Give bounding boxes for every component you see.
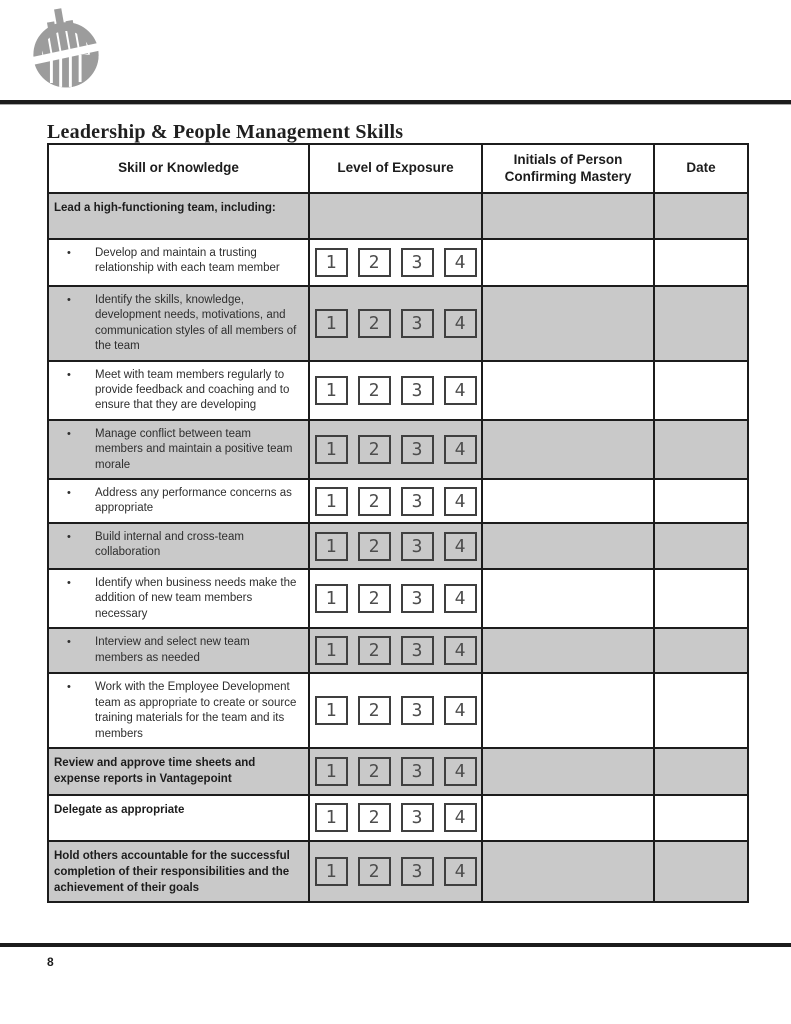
skills-table-container xyxy=(47,143,747,903)
table-row xyxy=(48,673,748,748)
bullet-icon: • xyxy=(67,681,71,694)
exposure-level-box[interactable]: 3 xyxy=(401,636,434,665)
exposure-level-box[interactable]: 1 xyxy=(315,248,348,277)
page-title: Leadership & People Management Skills xyxy=(47,121,404,144)
exposure-level-box[interactable]: 3 xyxy=(401,857,434,886)
table-row xyxy=(48,479,748,523)
exposure-boxes xyxy=(310,376,481,405)
skill-cell xyxy=(48,420,309,479)
skill-cell xyxy=(48,673,309,748)
initials-cell[interactable] xyxy=(482,286,654,361)
footer-rule xyxy=(0,943,791,947)
skill-cell xyxy=(48,479,309,523)
exposure-boxes xyxy=(310,435,481,464)
skill-cell xyxy=(48,569,309,628)
exposure-level-box[interactable]: 2 xyxy=(358,376,391,405)
exposure-level-box[interactable]: 4 xyxy=(444,757,477,786)
bar-chart-circle-logo xyxy=(30,6,102,90)
table-row xyxy=(48,361,748,420)
initials-cell[interactable] xyxy=(482,673,654,748)
exposure-level-box[interactable]: 1 xyxy=(315,309,348,338)
date-cell[interactable] xyxy=(654,361,748,420)
skill-cell xyxy=(48,795,309,841)
exposure-level-box[interactable]: 1 xyxy=(315,584,348,613)
page-number: 8 xyxy=(47,955,54,969)
table-row xyxy=(48,569,748,628)
exposure-boxes xyxy=(310,487,481,516)
exposure-cell xyxy=(309,795,482,841)
exposure-level-box[interactable]: 2 xyxy=(358,309,391,338)
bullet-icon: • xyxy=(67,247,71,259)
initials-cell[interactable] xyxy=(482,628,654,673)
initials-cell[interactable] xyxy=(482,523,654,569)
exposure-level-box[interactable]: 4 xyxy=(444,435,477,464)
date-cell[interactable] xyxy=(654,420,748,479)
date-cell[interactable] xyxy=(654,748,748,795)
exposure-cell xyxy=(309,420,482,479)
exposure-level-box[interactable]: 1 xyxy=(315,435,348,464)
exposure-level-box[interactable]: 3 xyxy=(401,532,434,561)
exposure-level-box[interactable]: 4 xyxy=(444,376,477,405)
exposure-level-box[interactable]: 2 xyxy=(358,857,391,886)
skill-cell xyxy=(48,748,309,795)
exposure-level-box[interactable]: 3 xyxy=(401,487,434,516)
table-row xyxy=(48,286,748,361)
header-rule xyxy=(0,100,791,104)
date-cell[interactable] xyxy=(654,841,748,902)
exposure-cell xyxy=(309,628,482,673)
skill-text: Manage conflict between team members and maintain a positive team morale xyxy=(95,427,293,471)
exposure-cell xyxy=(309,523,482,569)
initials-cell[interactable] xyxy=(482,193,654,239)
exposure-level-box[interactable]: 2 xyxy=(358,757,391,786)
exposure-level-box[interactable]: 3 xyxy=(401,376,434,405)
exposure-level-box[interactable]: 2 xyxy=(358,803,391,832)
exposure-level-box[interactable]: 4 xyxy=(444,636,477,665)
exposure-cell xyxy=(309,239,482,286)
exposure-level-box[interactable]: 3 xyxy=(401,584,434,613)
table-row xyxy=(48,523,748,569)
bullet-icon: • xyxy=(67,487,71,500)
skill-text: Identify the skills, knowledge, development needs, motivations, and communication styles of all members of the team xyxy=(95,294,297,353)
table-row xyxy=(48,748,748,795)
initials-cell[interactable] xyxy=(482,841,654,902)
exposure-boxes xyxy=(310,584,481,613)
date-cell[interactable] xyxy=(654,193,748,239)
initials-cell[interactable] xyxy=(482,239,654,286)
exposure-level-box[interactable]: 2 xyxy=(358,487,391,516)
skill-text: Identify when business needs make the addition of new team members necessary xyxy=(95,577,297,620)
date-cell[interactable] xyxy=(654,479,748,523)
exposure-cell xyxy=(309,479,482,523)
date-cell[interactable] xyxy=(654,523,748,569)
col-header-initials: Initials of Person Confirming Mastery xyxy=(482,144,654,193)
skill-text: Address any performance concerns as appropriate xyxy=(95,487,292,515)
date-cell[interactable] xyxy=(654,286,748,361)
table-header xyxy=(48,144,748,193)
exposure-level-box[interactable]: 3 xyxy=(401,435,434,464)
table-row xyxy=(48,193,748,239)
table-row xyxy=(48,841,748,902)
exposure-level-box[interactable]: 4 xyxy=(444,857,477,886)
exposure-boxes xyxy=(310,696,481,725)
exposure-level-box[interactable]: 4 xyxy=(444,584,477,613)
initials-cell[interactable] xyxy=(482,361,654,420)
bullet-icon: • xyxy=(67,294,71,306)
initials-cell[interactable] xyxy=(482,795,654,841)
exposure-level-box[interactable]: 1 xyxy=(315,636,348,665)
skill-text: Interview and select new team members as needed xyxy=(95,636,250,664)
exposure-cell xyxy=(309,569,482,628)
exposure-level-box[interactable]: 1 xyxy=(315,803,348,832)
exposure-level-box[interactable]: 1 xyxy=(315,532,348,561)
table-row xyxy=(48,628,748,673)
exposure-level-box[interactable]: 3 xyxy=(401,248,434,277)
exposure-level-box[interactable]: 2 xyxy=(358,696,391,725)
exposure-cell xyxy=(309,193,482,239)
col-header-exposure: Level of Exposure xyxy=(309,144,482,193)
exposure-level-box[interactable]: 2 xyxy=(358,584,391,613)
skill-text: Meet with team members regularly to provide feedback and coaching and to ensure that they are developing xyxy=(95,368,290,412)
date-cell[interactable] xyxy=(654,795,748,841)
skill-cell xyxy=(48,841,309,902)
table-row xyxy=(48,420,748,479)
exposure-boxes xyxy=(310,248,481,277)
exposure-level-box[interactable]: 2 xyxy=(358,435,391,464)
exposure-boxes xyxy=(310,857,481,886)
skill-cell xyxy=(48,628,309,673)
date-cell[interactable] xyxy=(654,673,748,748)
col-header-date: Date xyxy=(654,144,748,193)
exposure-cell xyxy=(309,841,482,902)
initials-cell[interactable] xyxy=(482,748,654,795)
exposure-level-box[interactable]: 1 xyxy=(315,857,348,886)
exposure-level-box[interactable]: 4 xyxy=(444,696,477,725)
skill-cell xyxy=(48,239,309,286)
exposure-level-box[interactable]: 3 xyxy=(401,696,434,725)
exposure-boxes xyxy=(310,803,481,832)
skill-text: Work with the Employee Development team as appropriate to create or source training materials for the team and its members xyxy=(95,681,297,740)
initials-cell[interactable] xyxy=(482,479,654,523)
exposure-boxes xyxy=(310,636,481,665)
exposure-level-box[interactable]: 4 xyxy=(444,487,477,516)
exposure-level-box[interactable]: 2 xyxy=(358,248,391,277)
exposure-boxes xyxy=(310,532,481,561)
exposure-cell xyxy=(309,748,482,795)
bullet-icon: • xyxy=(67,427,71,440)
exposure-level-box[interactable]: 1 xyxy=(315,696,348,725)
initials-cell[interactable] xyxy=(482,420,654,479)
initials-cell[interactable] xyxy=(482,569,654,628)
date-cell[interactable] xyxy=(654,569,748,628)
exposure-level-box[interactable]: 2 xyxy=(358,636,391,665)
exposure-level-box[interactable]: 3 xyxy=(401,757,434,786)
skill-text: Delegate as appropriate xyxy=(54,803,185,816)
exposure-cell xyxy=(309,673,482,748)
exposure-level-box[interactable]: 4 xyxy=(444,532,477,561)
skill-cell xyxy=(48,286,309,361)
skill-text: Lead a high-functioning team, including: xyxy=(54,202,276,214)
exposure-level-box[interactable]: 4 xyxy=(444,248,477,277)
skill-text: Hold others accountable for the successful completion of their responsibilities and the achievement of their goals xyxy=(54,849,290,895)
skills-table-body xyxy=(48,193,748,902)
skill-cell xyxy=(48,193,309,239)
skill-text: Build internal and cross-team collaboration xyxy=(95,531,244,559)
exposure-level-box[interactable]: 4 xyxy=(444,309,477,338)
bullet-icon: • xyxy=(67,577,71,590)
exposure-level-box[interactable]: 1 xyxy=(315,487,348,516)
exposure-level-box[interactable]: 4 xyxy=(444,803,477,832)
bullet-icon: • xyxy=(67,531,71,544)
exposure-cell xyxy=(309,361,482,420)
bullet-icon: • xyxy=(67,636,71,649)
skill-text: Review and approve time sheets and expense reports in Vantagepoint xyxy=(54,756,256,785)
exposure-level-box[interactable]: 2 xyxy=(358,532,391,561)
exposure-level-box[interactable]: 1 xyxy=(315,376,348,405)
skill-cell xyxy=(48,523,309,569)
skill-cell xyxy=(48,361,309,420)
exposure-level-box[interactable]: 1 xyxy=(315,757,348,786)
skill-text: Develop and maintain a trusting relationship with each team member xyxy=(95,247,280,275)
exposure-boxes xyxy=(310,757,481,786)
bullet-icon: • xyxy=(67,368,71,381)
exposure-boxes xyxy=(310,309,481,338)
skills-table xyxy=(47,143,749,903)
exposure-level-box[interactable]: 3 xyxy=(401,803,434,832)
exposure-level-box[interactable]: 3 xyxy=(401,309,434,338)
date-cell[interactable] xyxy=(654,239,748,286)
table-row xyxy=(48,239,748,286)
table-row xyxy=(48,795,748,841)
col-header-skill: Skill or Knowledge xyxy=(48,144,309,193)
date-cell[interactable] xyxy=(654,628,748,673)
exposure-cell xyxy=(309,286,482,361)
